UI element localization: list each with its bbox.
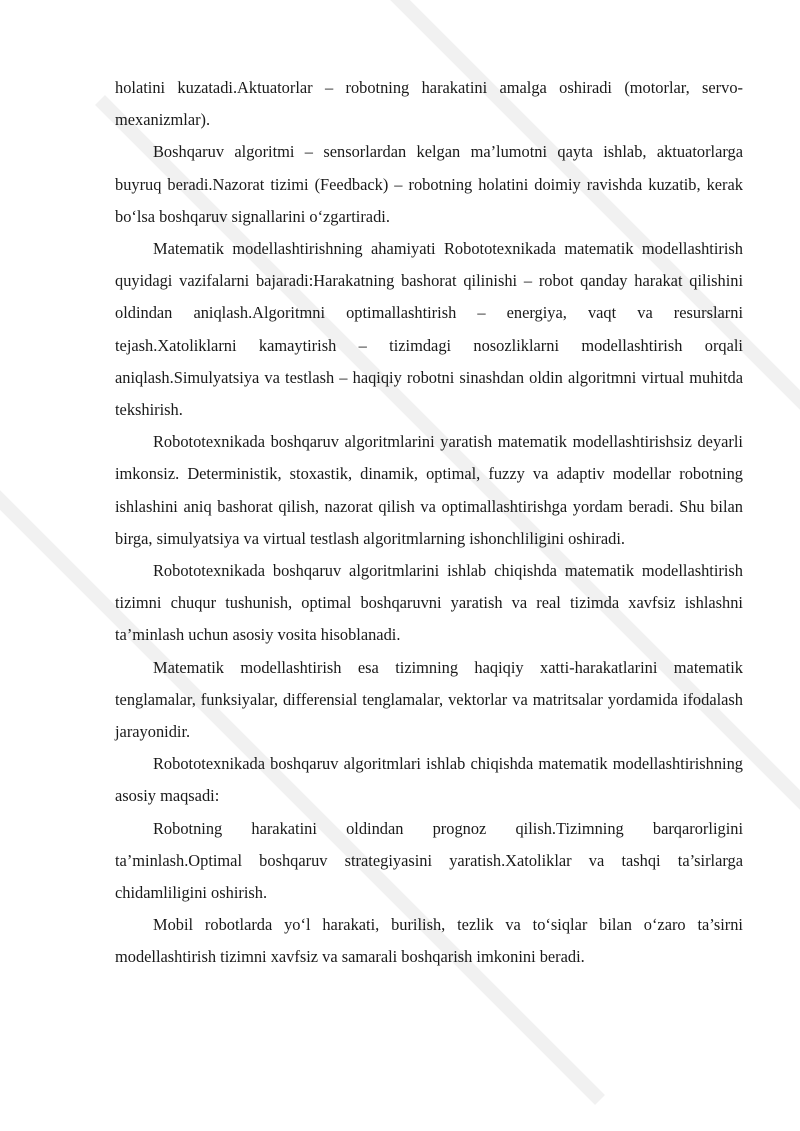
document-body [115, 72, 743, 974]
paragraph-9: Mobil robotlarda yo‘l harakati, burilish, tezlik va to‘siqlar bilan o‘zaro ta’sirni modellashtirish tizimni xavfsiz va samarali boshqarish imkonini beradi. [115, 915, 743, 967]
paragraph-6: Matematik modellashtirish esa tizimning haqiqiy xatti-harakatlarini matematik tenglamalar, funksiyalar, differensial tenglamalar, vektorlar va matritsalar yordamida ifodalash jarayonidir. [115, 657, 743, 742]
paragraph-4: Robototexnikada boshqaruv algoritmlarini yaratish matematik modellashtirishsiz deyarli imkonsiz. Deterministik, stoxastik, dinamik, optimal, fuzzy va adaptiv modellar robotning ishlashini aniq bashorat qilish, nazorat qilish va optimallashtirishga yordam beradi. Shu bilan birga, simulyatsiya va virtual testlash algoritmlarning ishonchliligini oshiradi. [115, 432, 743, 548]
paragraph-2: Boshqaruv algoritmi – sensorlardan kelgan ma’lumotni qayta ishlab, aktuatorlarga buyruq beradi.Nazorat tizimi (Feedback) – robotning holatini doimiy ravishda kuzatib, kerak bo‘lsa boshqaruv signallarini o‘zgartiradi. [115, 142, 743, 226]
paragraph-1: holatini kuzatadi.Aktuatorlar – robotning harakatini amalga oshiradi (motorlar, servo-mexanizmlar). [115, 78, 743, 130]
paragraph-3: Matematik modellashtirishning ahamiyati Robototexnikada matematik modellashtirish quyidagi vazifalarni bajaradi:Harakatning bashorat qilinishi – robot qanday harakat qilishini oldindan aniqlash.Algoritmni optimallashtirish – energiya, vaqt va resurslarni tejash.Xatoliklarni kamaytirish – tizimdagi nosozliklarni modellashtirish orqali aniqlash.Simulyatsiya va testlash – haqiqiy robotni sinashdan oldin algoritmni virtual muhitda tekshirish. [115, 239, 743, 420]
paragraph-5: Robototexnikada boshqaruv algoritmlarini ishlab chiqishda matematik modellashtirish tizimni chuqur tushunish, optimal boshqaruvni yaratish va real tizimda xavfsiz ishlashni ta’minlash uchun asosiy vosita hisoblanadi. [115, 561, 743, 645]
paragraph-7: Robototexnikada boshqaruv algoritmlari ishlab chiqishda matematik modellashtirishning asosiy maqsadi: [115, 754, 743, 806]
paragraph-8: Robotning harakatini oldindan prognoz qilish.Tizimning barqarorligini ta’minlash.Optimal boshqaruv strategiyasini yaratish.Xatoliklar va tashqi ta’sirlarga chidamliligini oshirish. [115, 818, 743, 903]
